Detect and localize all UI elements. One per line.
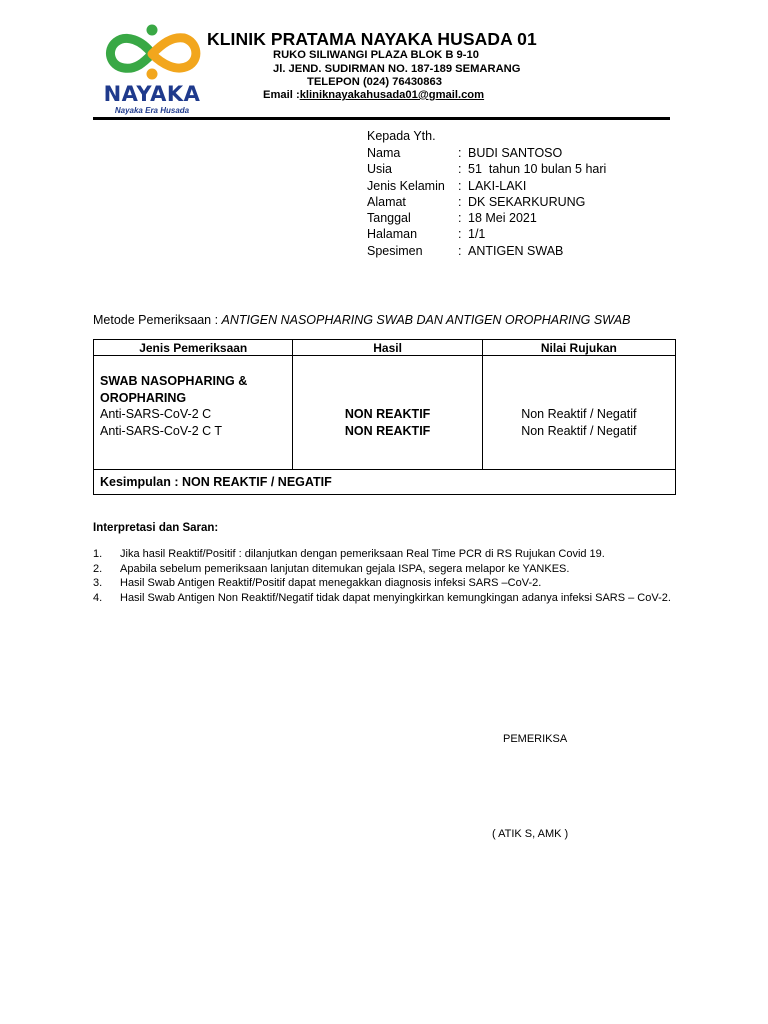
field-value: ANTIGEN SWAB [468, 244, 564, 258]
patient-field-address: Alamat : DK SEKARKURUNG [367, 195, 586, 209]
header-exam-type: Jenis Pemeriksaan [94, 340, 293, 356]
exam-item: Anti-SARS-CoV-2 C [100, 407, 212, 421]
patient-field-name: Nama : BUDI SANTOSO [367, 146, 563, 160]
list-text: Hasil Swab Antigen Reaktif/Positif dapat menegakkan diagnosis infeksi SARS –CoV-2. [120, 577, 542, 589]
conclusion-text: Kesimpulan : NON REAKTIF / NEGATIF [94, 470, 676, 495]
email-link[interactable]: kliniknayakahusada01@gmail.com [299, 89, 485, 101]
header-divider [93, 117, 670, 120]
greeting: Kepada Yth. [367, 129, 436, 143]
field-label: Halaman [367, 227, 418, 241]
logo-wordmark: NAYAKA [103, 82, 201, 106]
examiner-name: ( ATIK S, AMK ) [492, 828, 569, 840]
field-label: Jenis Kelamin [367, 179, 445, 193]
method-value: ANTIGEN NASOPHARING SWAB DAN ANTIGEN OROPHARING SWAB [221, 313, 631, 327]
examiner-label: PEMERIKSA [503, 733, 568, 745]
field-value: 51 tahun 10 bulan 5 hari [468, 162, 607, 176]
list-number: 2. [93, 562, 103, 575]
list-item [93, 547, 683, 562]
list-number: 1. [93, 548, 103, 560]
exam-item: Anti-SARS-CoV-2 C T [100, 423, 223, 438]
interpretation-list [93, 547, 683, 605]
field-value: 18 Mei 2021 [468, 211, 537, 225]
address-line-2: Jl. JEND. SUDIRMAN NO. 187-189 SEMARANG [273, 63, 521, 75]
clinic-logo [100, 22, 210, 117]
logo-tagline: Nayaka Era Husada [114, 106, 190, 115]
method-label: Metode Pemeriksaan : [93, 313, 222, 327]
list-text: Apabila sebelum pemeriksaan lanjutan ditemukan gejala ISPA, segera melapor ke YANKES. [120, 562, 570, 575]
field-label: Tanggal [367, 211, 411, 225]
field-value: LAKI-LAKI [468, 179, 527, 193]
field-label: Usia [367, 162, 393, 176]
list-number: 3. [93, 577, 103, 589]
list-text: Jika hasil Reaktif/Positif : dilanjutkan dengan pemeriksaan Real Time PCR di RS Rujukan Covid 19. [120, 548, 605, 560]
field-value: BUDI SANTOSO [468, 146, 563, 160]
patient-field-gender: Jenis Kelamin : LAKI-LAKI [367, 179, 527, 193]
interpretation-title: Interpretasi dan Saran: [93, 522, 219, 534]
patient-field-page: Halaman : 1/1 [367, 227, 486, 241]
results-table [93, 339, 676, 495]
exam-title-line-1: SWAB NASOPHARING & [100, 374, 248, 388]
patient-field-date: Tanggal : 18 Mei 2021 [367, 211, 537, 225]
list-item [93, 591, 683, 606]
patient-field-specimen: Spesimen : ANTIGEN SWAB [367, 244, 564, 258]
table-header-row [94, 340, 676, 356]
field-label: Alamat [367, 195, 406, 209]
patient-field-age: Usia : 51 tahun 10 bulan 5 hari [367, 162, 607, 176]
list-item [93, 562, 683, 577]
list-item [93, 576, 683, 591]
result-value: NON REAKTIF [344, 423, 431, 438]
reference-value: Non Reaktif / Negatif [521, 423, 637, 438]
header-result: Hasil [293, 340, 482, 356]
list-text: Hasil Swab Antigen Non Reaktif/Negatif tidak dapat menyingkirkan kemungkingan adanya infeksi SARS – CoV-2. [120, 591, 671, 604]
exam-title-line-2: OROPHARING [100, 390, 187, 405]
field-label: Nama [367, 146, 401, 160]
result-value: NON REAKTIF [344, 407, 431, 421]
field-value: DK SEKARKURUNG [468, 195, 586, 209]
table-row [94, 356, 676, 470]
reference-value: Non Reaktif / Negatif [521, 407, 637, 421]
field-label: Spesimen [367, 244, 423, 258]
reference-cell [482, 356, 675, 470]
exam-cell [94, 356, 293, 470]
infinity-logo-icon [100, 22, 204, 82]
field-value: 1/1 [468, 227, 486, 241]
phone-line: TELEPON (024) 76430863 [307, 76, 442, 88]
email-label: Email : [263, 89, 300, 101]
email-line [263, 89, 484, 101]
list-number: 4. [93, 591, 103, 604]
clinic-name: KLINIK PRATAMA NAYAKA HUSADA 01 [207, 29, 537, 49]
examination-method [93, 313, 630, 327]
header-reference: Nilai Rujukan [482, 340, 675, 356]
conclusion-row [94, 470, 676, 495]
result-cell [293, 356, 482, 470]
address-line-1: RUKO SILIWANGI PLAZA BLOK B 9-10 [273, 49, 479, 61]
